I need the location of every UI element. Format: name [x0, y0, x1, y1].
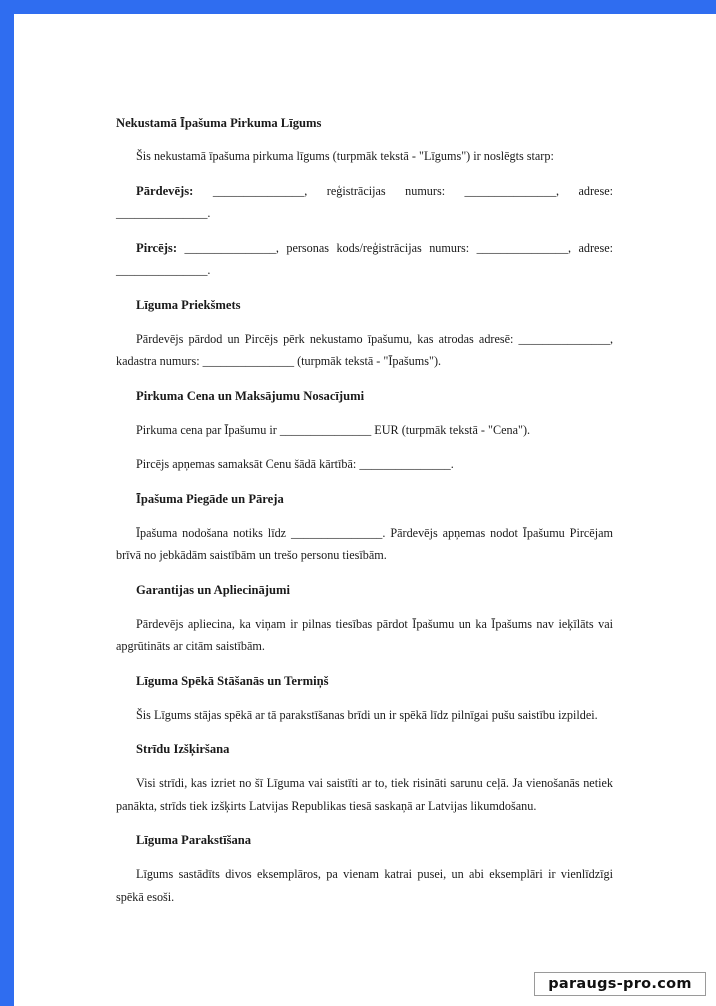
document-title: Nekustamā Īpašuma Pirkuma Līgums: [116, 116, 322, 130]
section-paragraph: Līgums sastādīts divos eksemplāros, pa vienam katrai pusei, un abi eksemplāri ir vienlīdzīgi spēkā esoši.: [116, 867, 613, 904]
section-paragraph: Pirkuma cena par Īpašumu ir _______________ EUR (turpmāk tekstā - "Cena").: [136, 422, 531, 437]
section-heading-subject: Līguma Priekšmets: [136, 297, 241, 312]
seller-details: _______________, reģistrācijas numurs: _______________, adrese: _______________.: [116, 183, 613, 220]
section-heading-term: Līguma Spēkā Stāšanās un Termiņš: [136, 673, 329, 688]
section-paragraph: Pircējs apņemas samaksāt Cenu šādā kārtībā: _______________.: [136, 457, 454, 471]
section-heading-disputes: Strīdu Izšķiršana: [136, 742, 230, 756]
section-heading-price: Pirkuma Cena un Maksājumu Nosacījumi: [136, 388, 365, 403]
document-page: [14, 14, 716, 1006]
buyer-label: Pircējs:: [136, 240, 178, 255]
watermark-label: paraugs-pro.com: [534, 972, 706, 996]
document-body: [116, 112, 613, 920]
section-paragraph: Īpašuma nodošana notiks līdz _______________. Pārdevējs apņemas nodot Īpašumu Pircējam brīvā no jebkādām saistībām un trešo personu tiesībām.: [116, 525, 613, 562]
seller-paragraph: [116, 180, 613, 225]
section-heading-delivery: Īpašuma Piegāde un Pāreja: [136, 491, 284, 506]
intro-paragraph: Šis nekustamā īpašuma pirkuma līgums (turpmāk tekstā - "Līgums") ir noslēgts starp:: [136, 149, 554, 163]
section-heading-guarantees: Garantijas un Apliecinājumi: [136, 582, 290, 597]
section-heading-signing: Līguma Parakstīšana: [136, 833, 252, 847]
section-paragraph: Pārdevējs pārdod un Pircējs pērk nekustamo īpašumu, kas atrodas adresē: _______________, kadastra numurs: _______________ (turpmāk tekstā - "Īpašums").: [116, 331, 613, 368]
buyer-paragraph: [116, 237, 613, 282]
section-paragraph: Šis Līgums stājas spēkā ar tā parakstīšanas brīdi un ir spēkā līdz pilnīgai pušu saistību izpildei.: [136, 707, 598, 722]
seller-label: Pārdevējs:: [136, 183, 194, 198]
section-paragraph: Pārdevējs apliecina, ka viņam ir pilnas tiesības pārdot Īpašumu un ka Īpašums nav ieķīlāts vai apgrūtināts ar citām saistībām.: [116, 616, 613, 653]
section-paragraph: Visi strīdi, kas izriet no šī Līguma vai saistīti ar to, tiek risināti sarunu ceļā. Ja vienošanās netiek panākta, strīds tiek izšķirts Latvijas Republikas tiesā saskaņā ar Latvijas likumdošanu.: [116, 776, 613, 813]
buyer-details: _______________, personas kods/reģistrācijas numurs: _______________, adrese: _______________.: [116, 240, 613, 277]
